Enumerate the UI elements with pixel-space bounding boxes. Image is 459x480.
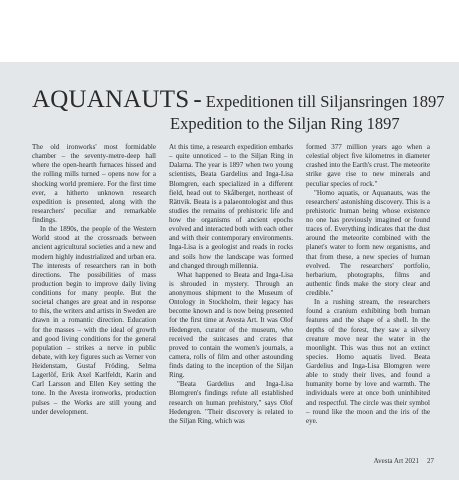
subtitle-english: Expedition to the Siljan Ring 1897 <box>170 114 400 133</box>
publication-name: Avesta Art 2021 <box>373 457 419 465</box>
column-1 <box>32 143 156 426</box>
article-body <box>32 143 430 426</box>
page-number: 27 <box>427 457 434 465</box>
paragraph: In the 1890s, the people of the Western World stood at the crossroads between ancient agricultural societies and a new and modern highly industrialized and urban era. The interests of researchers ran in both directions. The possibilities of mass production begin to improve daily living conditions for many people. But the societal changes are great and in response to this, the writers and artists in Sweden are drawn in a romantic direction. Education for the masses – with the ideal of growth and good living conditions for the general population – strikes a nerve in public debate, with key figures such as Verner von Heidenstam, Gustaf Fröding, Selma Lagerlöf, Erik Axel Karlfeldt, Karin and Carl Larsson and Ellen Key setting the tone. In the Avesta ironworks, production pulses – the Works are still young and under development. <box>32 225 156 416</box>
paragraph: formed 377 million years ago when a celestial object five kilometres in diameter crashed into the Earth's crust. The meteorite strike gave rise to new minerals and peculiar species of rock." <box>306 143 430 188</box>
subtitle-swedish: Expeditionen till Siljansringen 1897 <box>205 92 445 111</box>
paragraph: At this time, a research expedition embarks – quite unnoticed – to the Siljan Ring in Dalarna. The year is 1897 when two young scientists, Beata Gardelius and Inga-Lisa Blomgren, each specialized in a different field, head out to Skålberget, northeast of Rättvik. Beata is a palaeontologist and thus studies the remains of prehistoric life and how the organisms of ancient epochs evolved and interacted both with each other and with their contemporary environments. Inga-Lisa is a geologist and reads in rocks and soils how the landscape was formed and changed through millennia. <box>169 143 293 270</box>
column-2 <box>169 143 293 426</box>
paragraph: "Homo aquatis, or Aquanauts, was the researchers' astonishing discovery. This is a prehistoric human being whose existence no one has previously imagined or found traces of. Everything indicates that the dust around the meteorite combined with the planet's water to form new organisms, and that from these, a new species of human evolved. The researchers' portfolio, herbarium, photographs, films and authentic finds make the story clear and credible." <box>306 188 430 297</box>
title-line <box>32 86 445 114</box>
paragraph: What happened to Beata and Inga-Lisa is shrouded in mystery. Through an anonymous shipment to the Museum of Ontology in Stockholm, their legacy has become known and is now being presented for the first time at Avesta Art. It was Olof Hedengren, curator of the museum, who received the suitcases and crates that proved to contain the women's journals, a camera, rolls of film and other astounding finds dating to the inception of the Siljan Ring. <box>169 270 293 380</box>
column-3 <box>306 143 430 426</box>
article-header <box>32 86 445 133</box>
paragraph: The old ironworks' most formidable chamber – the seventy-metre-deep hall where the open-hearth furnaces hissed and the rolling mills turned – opens now for a shocking world premiere. For the first time ever, a hitherto unknown research expedition is presented, along with the researchers' peculiar and remarkable findings. <box>32 143 156 224</box>
paragraph: In a rushing stream, the researchers found a cranium exhibiting both human features and the shape of a shell. In the depths of the forest, they saw a silvery creature move near the water in the moonlight. This was thus not an extinct species. Homo aquatis lived. Beata Gardelius and Inga-Lisa Blomgren were able to study their lives, and found a humanity borne by love and warmth. The individuals were at once both uninhibited and respectful. The circle was their symbol – round like the moon and the iris of the eye. <box>306 298 430 425</box>
page-footer <box>374 457 434 465</box>
top-margin <box>0 0 459 62</box>
article-title: AQUANAUTS <box>32 86 190 113</box>
title-dash: - <box>193 86 202 113</box>
paragraph: "Beata Gardelius and Inga-Lisa Blomgren's findings refute all established research on human prehistory," says Olof Hedengren. "Their discovery is related to the Siljan Ring, which was <box>169 380 293 425</box>
